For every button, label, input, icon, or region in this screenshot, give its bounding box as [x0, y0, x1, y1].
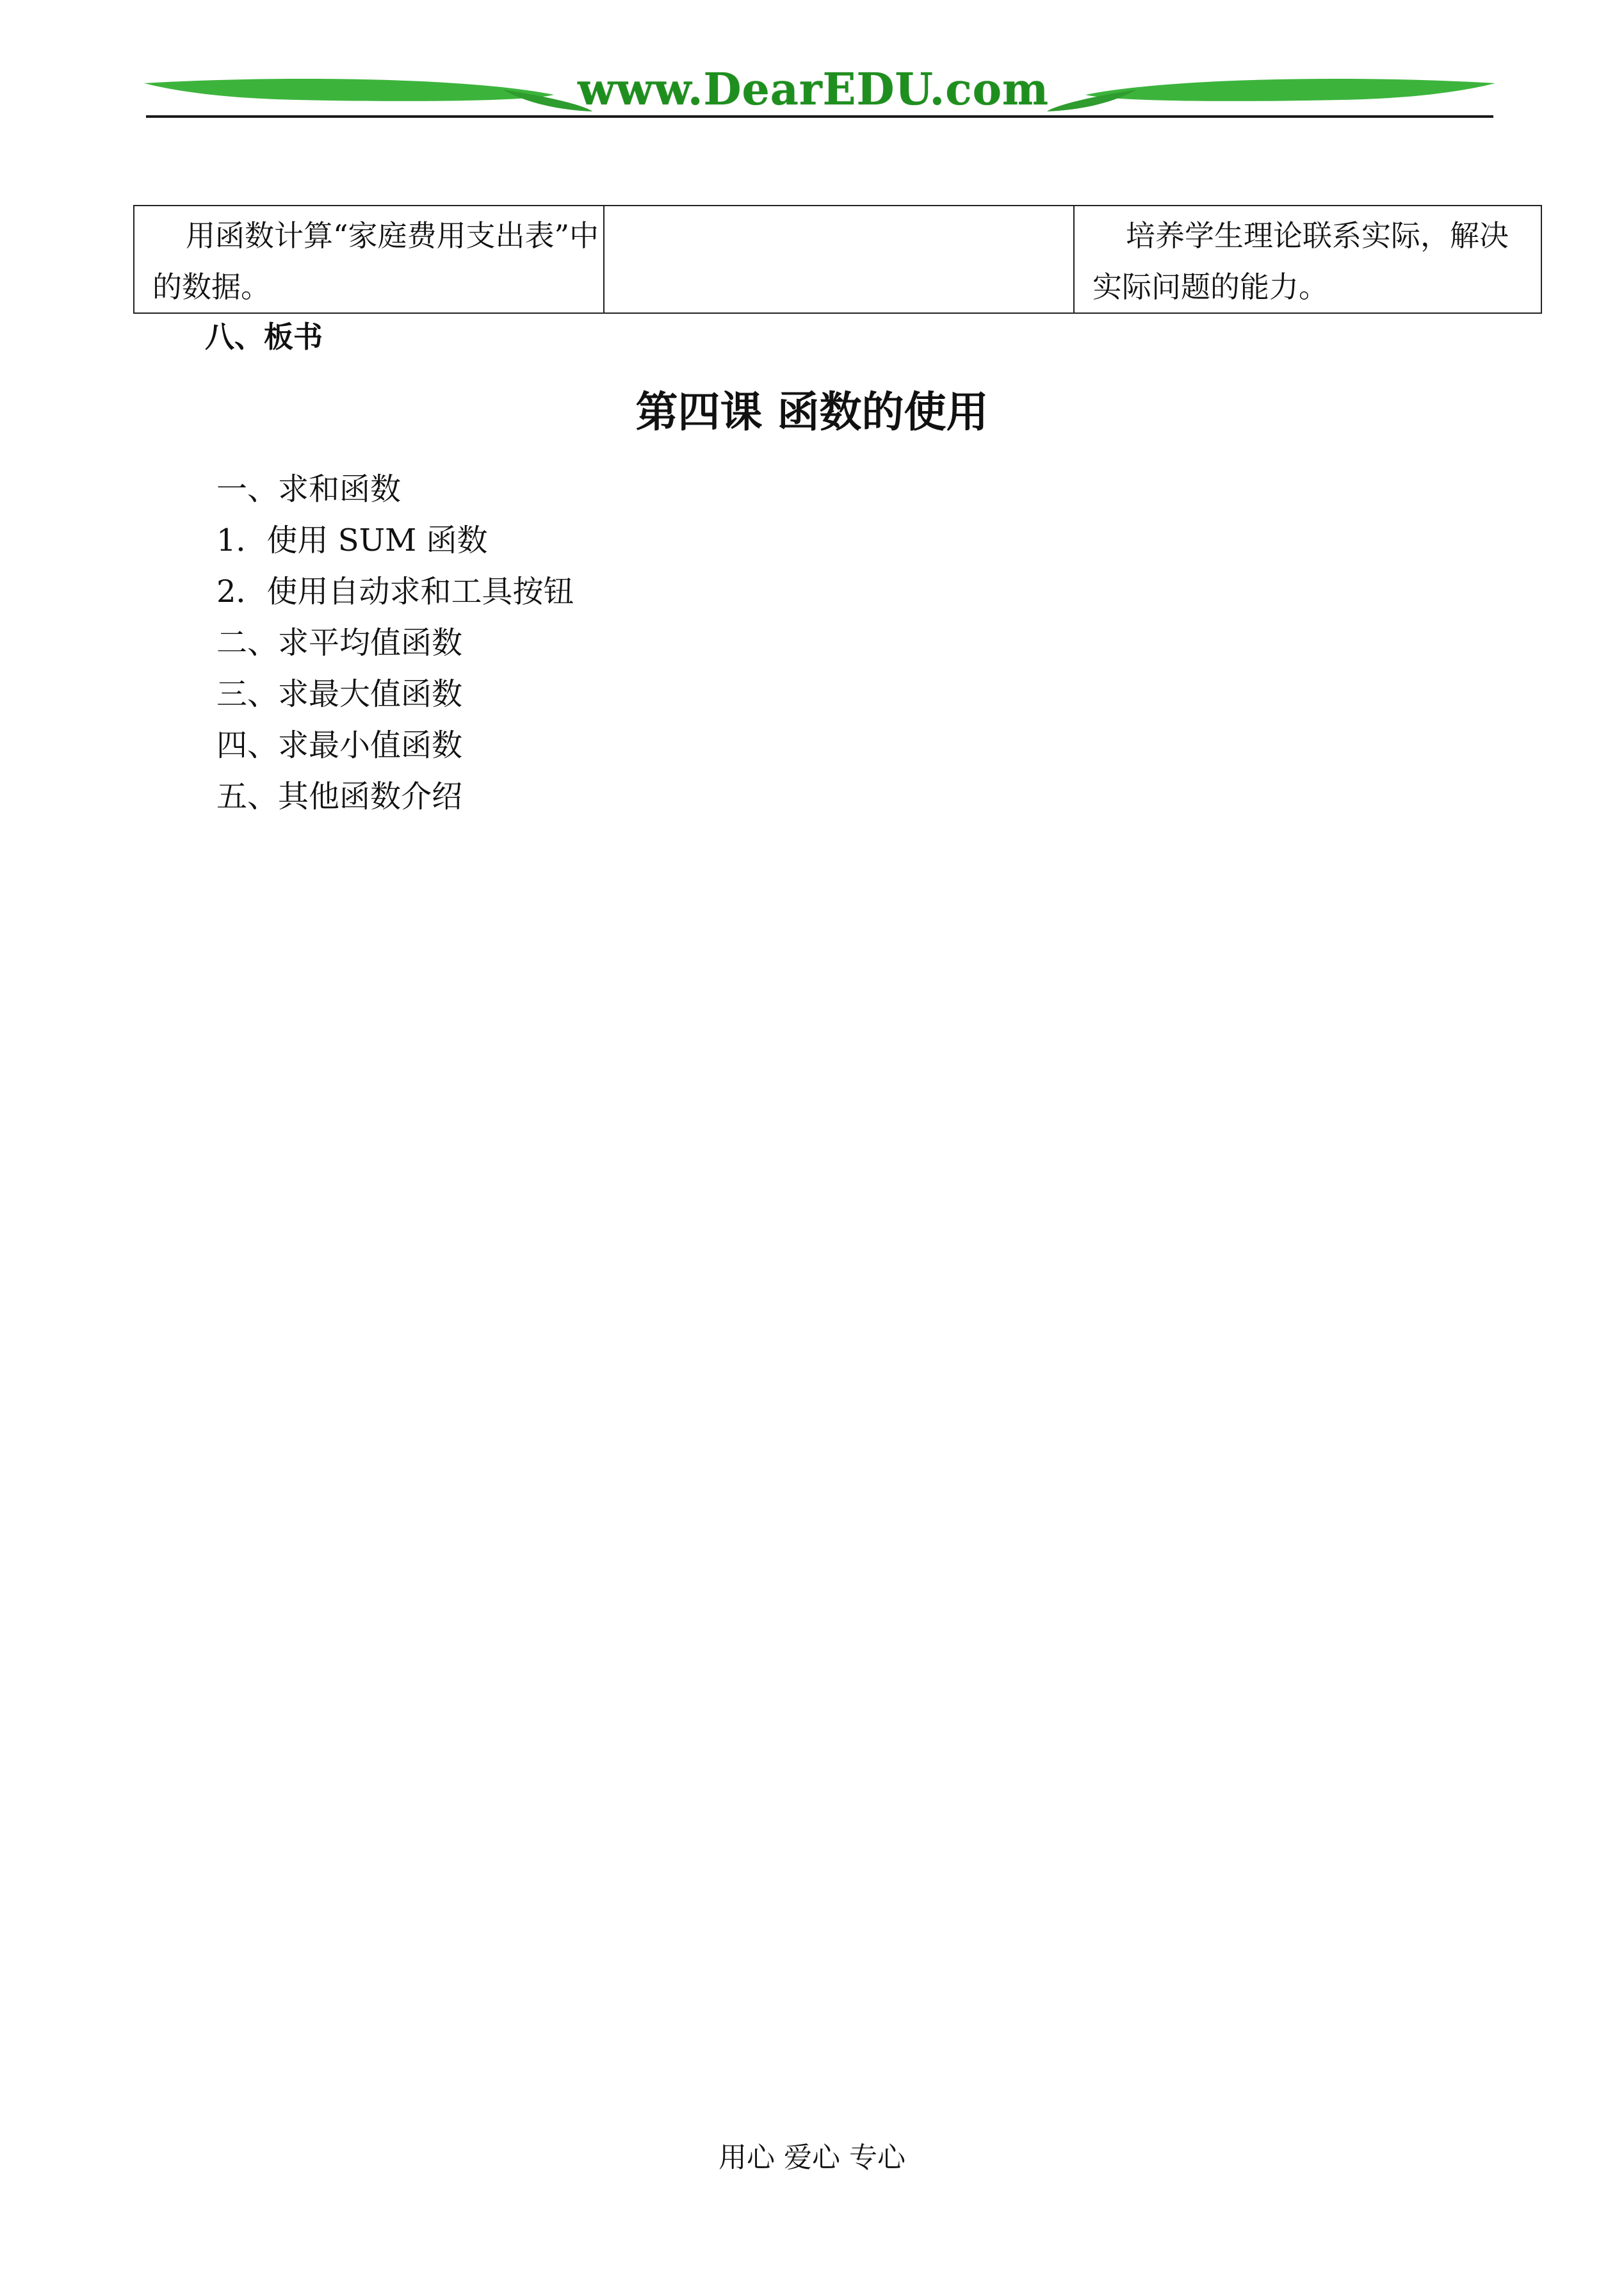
outline-item: 四、求最小值函数: [216, 727, 463, 763]
page-footer: 用心 爱心 专心: [719, 2141, 905, 2174]
table-cell-empty: [604, 206, 1074, 313]
lesson-plan-table: [133, 205, 1542, 314]
outline-item: 一、求和函数: [216, 471, 402, 507]
outline-item: 五、其他函数介绍: [216, 779, 463, 815]
table-row: [134, 206, 1541, 313]
lesson-title: 第四课 函数的使用: [635, 387, 989, 437]
header-divider: [146, 115, 1493, 118]
site-url-logo: www.DearEDU.com: [578, 64, 1049, 115]
outline-item: 三、求最大值函数: [216, 676, 463, 712]
outline-item: 1．使用 SUM 函数: [216, 523, 488, 558]
cell-text-goal: 培养学生理论联系实际，解决实际问题的能力。: [1092, 218, 1509, 304]
table-cell-goal: [1074, 206, 1541, 313]
table-cell-activity: [134, 206, 604, 313]
section-heading-blackboard: 八、板书: [205, 320, 323, 354]
blackboard-outline: [216, 464, 574, 822]
outline-item: 二、求平均值函数: [216, 625, 463, 661]
cell-text-activity: 用函数计算“家庭费用支出表”中的数据。: [152, 218, 599, 304]
outline-item: 2．使用自动求和工具按钮: [216, 574, 574, 610]
